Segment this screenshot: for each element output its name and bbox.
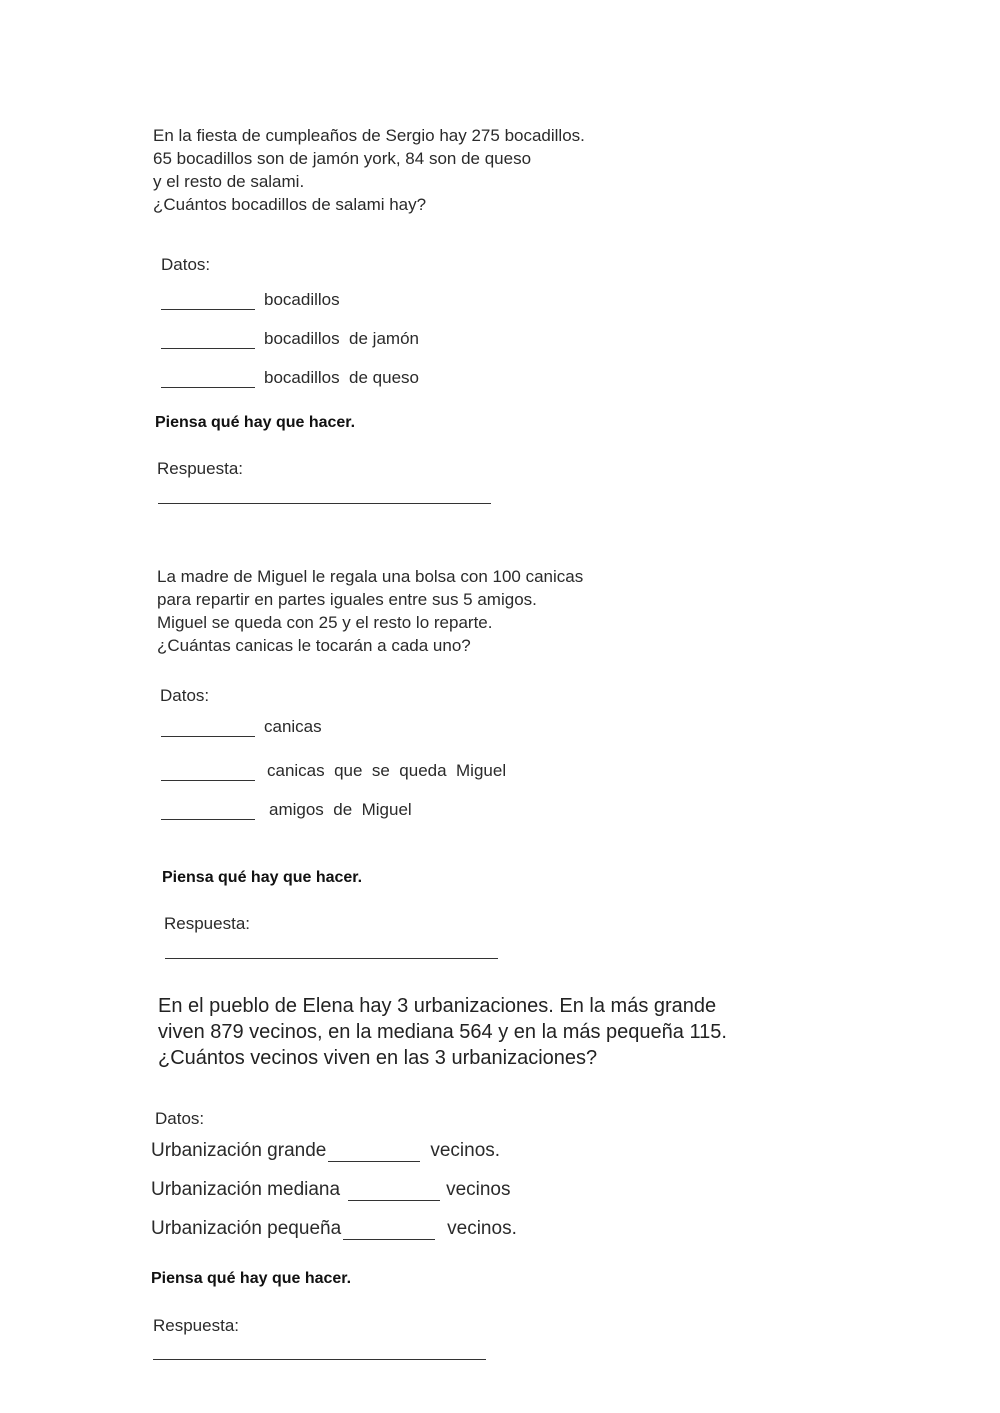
problem2-answer-line[interactable] <box>165 958 498 959</box>
problem2-data-row-2 <box>161 761 506 781</box>
problem2-statement <box>157 565 583 657</box>
problem3-line-3: ¿Cuántos vecinos viven en las 3 urbanizaciones? <box>158 1047 598 1069</box>
problem3-answer-label: Respuesta: <box>153 1316 239 1335</box>
problem2-data-row-3 <box>161 800 412 820</box>
problem3-line-2: viven 879 vecinos, en la mediana 564 y en la más pequeña 115. <box>158 1021 727 1043</box>
problem1-item-3: bocadillos de queso <box>264 368 420 387</box>
problem2-line-2: para repartir en partes iguales entre sus 5 amigos. <box>157 590 537 609</box>
problem1-item-1: bocadillos <box>264 290 340 309</box>
problem1-answer-label: Respuesta: <box>157 459 243 478</box>
problem3-data-row-2 <box>151 1179 510 1201</box>
problem3-item-3-prefix: Urbanización pequeña <box>151 1218 342 1239</box>
problem3-item-2-suffix: vecinos <box>446 1179 511 1200</box>
answer-blank[interactable] <box>161 334 255 349</box>
problem3-item-3-suffix: vecinos. <box>447 1218 517 1239</box>
problem3-think-label: Piensa qué hay que hacer. <box>151 1270 352 1287</box>
answer-blank[interactable] <box>343 1225 435 1240</box>
problem1-line-1: En la fiesta de cumpleaños de Sergio hay 275 bocadillos. <box>153 126 585 145</box>
problem2-line-1: La madre de Miguel le regala una bolsa con 100 canicas <box>157 567 584 586</box>
problem3-item-2-prefix: Urbanización mediana <box>151 1179 341 1200</box>
problem3-item-1-prefix: Urbanización grande <box>151 1140 327 1161</box>
problem2-item-1: canicas <box>264 717 322 736</box>
problem1-data-row-2 <box>161 329 419 349</box>
problem2-item-3: amigos de Miguel <box>269 800 412 819</box>
answer-blank[interactable] <box>161 373 255 388</box>
problem3-data-row-3 <box>151 1218 517 1240</box>
problem1-think-label: Piensa qué hay que hacer. <box>155 414 356 431</box>
problem2-think-label: Piensa qué hay que hacer. <box>162 869 363 886</box>
answer-blank[interactable] <box>348 1186 440 1201</box>
problem1-line-2: 65 bocadillos son de jamón york, 84 son de queso <box>153 149 532 168</box>
problem2-data-row-1 <box>161 717 322 737</box>
answer-blank[interactable] <box>161 722 255 737</box>
problem1-data-row-3 <box>161 368 419 388</box>
problem3-item-1-suffix: vecinos. <box>430 1140 501 1161</box>
problem2-datos-label: Datos: <box>160 686 210 705</box>
problem3-answer-line[interactable] <box>153 1359 486 1360</box>
problem1-data-row-1 <box>161 290 340 310</box>
problem1-datos-label: Datos: <box>161 255 211 274</box>
answer-blank[interactable] <box>161 805 255 820</box>
problem1-item-2: bocadillos de jamón <box>264 329 419 348</box>
answer-blank[interactable] <box>161 295 255 310</box>
problem1-line-3: y el resto de salami. <box>153 172 305 191</box>
problem1-answer-line[interactable] <box>158 503 491 504</box>
problem2-item-2: canicas que se queda Miguel <box>267 761 507 780</box>
problem3-data-row-1 <box>151 1140 500 1162</box>
problem1-statement <box>153 124 585 216</box>
problem2-answer-label: Respuesta: <box>164 914 250 933</box>
problem3-line-1: En el pueblo de Elena hay 3 urbanizaciones. En la más grande <box>158 995 717 1017</box>
problem2-line-4: ¿Cuántas canicas le tocarán a cada uno? <box>157 636 471 655</box>
problem2-line-3: Miguel se queda con 25 y el resto lo reparte. <box>157 613 493 632</box>
problem3-statement <box>158 993 727 1071</box>
problem3-datos-label: Datos: <box>155 1109 205 1128</box>
answer-blank[interactable] <box>161 766 255 781</box>
answer-blank[interactable] <box>328 1147 420 1162</box>
problem1-line-4: ¿Cuántos bocadillos de salami hay? <box>153 195 427 214</box>
